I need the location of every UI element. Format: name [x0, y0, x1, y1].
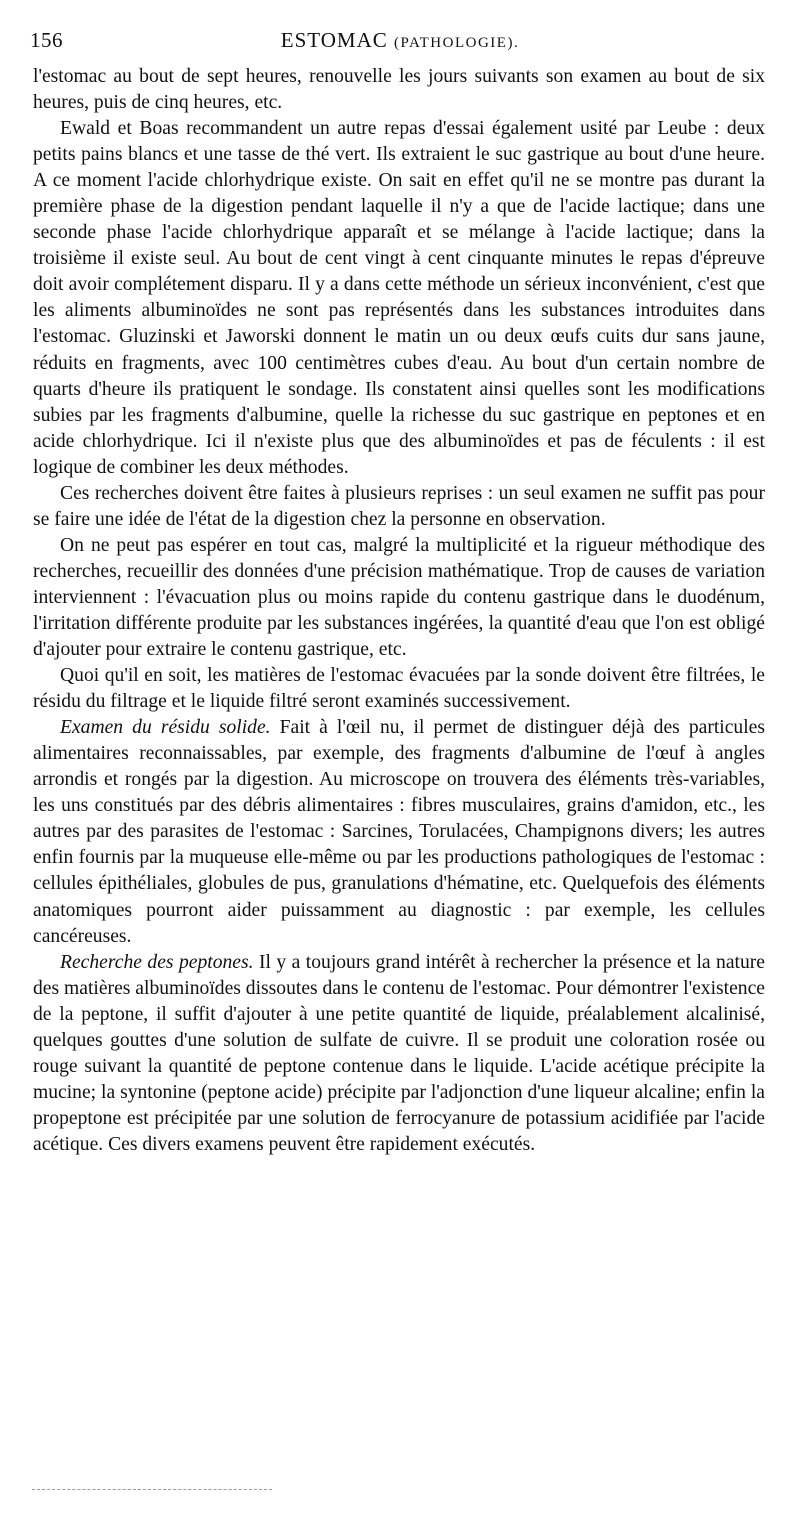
paragraph-peptones	[33, 950, 765, 1158]
paragraph-text: On ne peut pas espérer en tout cas, malgré la multiplicité et la rigueur méthodique des recherches, recueillir des données d'une précision mathématique. Trop de causes de variation interviennent : l'évacuation plus ou moins rapide du contenu gastrique dans le duodénum, l'irritation différente produite par les substances ingérées, la quantité d'eau que l'on est obligé d'ajouter pour extraire le contenu gastrique, etc.	[33, 534, 765, 661]
paragraph-precision	[33, 533, 765, 663]
paragraph-text: Quoi qu'il en soit, les matières de l'estomac évacuées par la sonde doivent être filtrées, le résidu du filtrage et le liquide filtré seront examinés successivement.	[33, 665, 765, 713]
paragraph-recherches	[33, 481, 765, 533]
paragraph-text: l'estomac au bout de sept heures, renouvelle les jours suivants son examen au bout de six heures, puis de cinq heures, etc.	[33, 66, 765, 114]
paragraph-ewald-boas	[33, 116, 765, 481]
running-title-main: ESTOMAC	[280, 28, 388, 52]
paragraph-lead: Examen du résidu solide.	[60, 717, 271, 739]
page-number: 156	[30, 28, 63, 52]
paragraph-text: Ces recherches doivent être faites à plusieurs reprises : un seul examen ne suffit pas pour se faire une idée de l'état de la digestion chez la personne en observation.	[33, 482, 765, 530]
body-text	[33, 64, 765, 1158]
running-header	[30, 28, 770, 58]
footer-rule	[32, 1489, 272, 1490]
paragraph-filtrage	[33, 663, 765, 715]
paragraph-continuation	[33, 64, 765, 116]
paragraph-text: Ewald et Boas recommandent un autre repas d'essai également usité par Leube : deux petits pains blancs et une tasse de thé vert. Ils extraient le suc gastrique au bout d'une heure. A ce moment l'acide chlorhydrique existe. On sait en effet qu'il ne se montre pas durant la première phase de la digestion pendant laquelle il n'y a que de l'acide lactique; dans une seconde phase l'acide chlorhydrique apparaît et se mélange à l'acide lactique; dans la troisième il existe seul. Au bout de cent vingt à cent cinquante minutes le repas d'épreuve doit avoir complétement disparu. Il y a dans cette méthode un sérieux inconvénient, c'est que les aliments albuminoïdes ne sont pas représentés dans les substances introduites dans l'estomac. Gluzinski et Jaworski donnent le matin un ou deux œufs cuits dur sans jaune, réduits en fragments, avec 100 centimètres cubes d'eau. Au bout d'un certain nombre de quarts d'heure ils pratiquent le sondage. Ils constatent ainsi quelles sont les modifications subies par les fragments d'albumine, quelle la richesse du suc gastrique en peptones et en acide chlorhydrique. Ici il n'existe plus que des albuminoïdes et pas de féculents : il est logique de combiner les deux méthodes.	[33, 118, 765, 478]
paragraph-lead: Recherche des peptones.	[60, 951, 254, 973]
paragraph-text: Fait à l'œil nu, il permet de distinguer déjà des particules alimentaires reconnaissables, par exemple, des fragments d'albumine de l'œuf à angles arrondis et rongés par la digestion. Au microscope on trouvera des éléments très-variables, les uns constitués par des débris alimentaires : fibres musculaires, grains d'amidon, etc., les autres par des parasites de l'estomac : Sarcines, Torulacées, Champignons divers; les autres enfin fournis par la muqueuse elle-même ou par les productions pathologiques de l'estomac : cellules épithéliales, globules de pus, granulations d'hématine, etc. Quelquefois des éléments anatomiques pourront aider puissamment au diagnostic : par exemple, les cellules cancéreuses.	[33, 717, 765, 947]
paragraph-residu-solide	[33, 715, 765, 949]
running-title	[30, 28, 770, 53]
paragraph-text: Il y a toujours grand intérêt à rechercher la présence et la nature des matières albuminoïdes dissoutes dans le contenu de l'estomac. Pour démontrer l'existence de la peptone, il suffit d'ajouter à une petite quantité de liquide, préalablement alcalinisé, quelques gouttes d'une solution de sulfate de cuivre. Il se produit une coloration rosée ou rouge suivant la quantité de peptone contenue dans le liquide. L'acide acétique précipite la mucine; la syntonine (peptone acide) précipite par l'adjonction d'une liqueur alcaline; enfin la propeptone est précipitée par une solution de ferrocyanure de potassium acidifiée par l'acide acétique. Ces divers examens peuvent être rapidement exécutés.	[33, 951, 765, 1155]
running-title-sub: (PATHOLOGIE).	[394, 35, 520, 51]
